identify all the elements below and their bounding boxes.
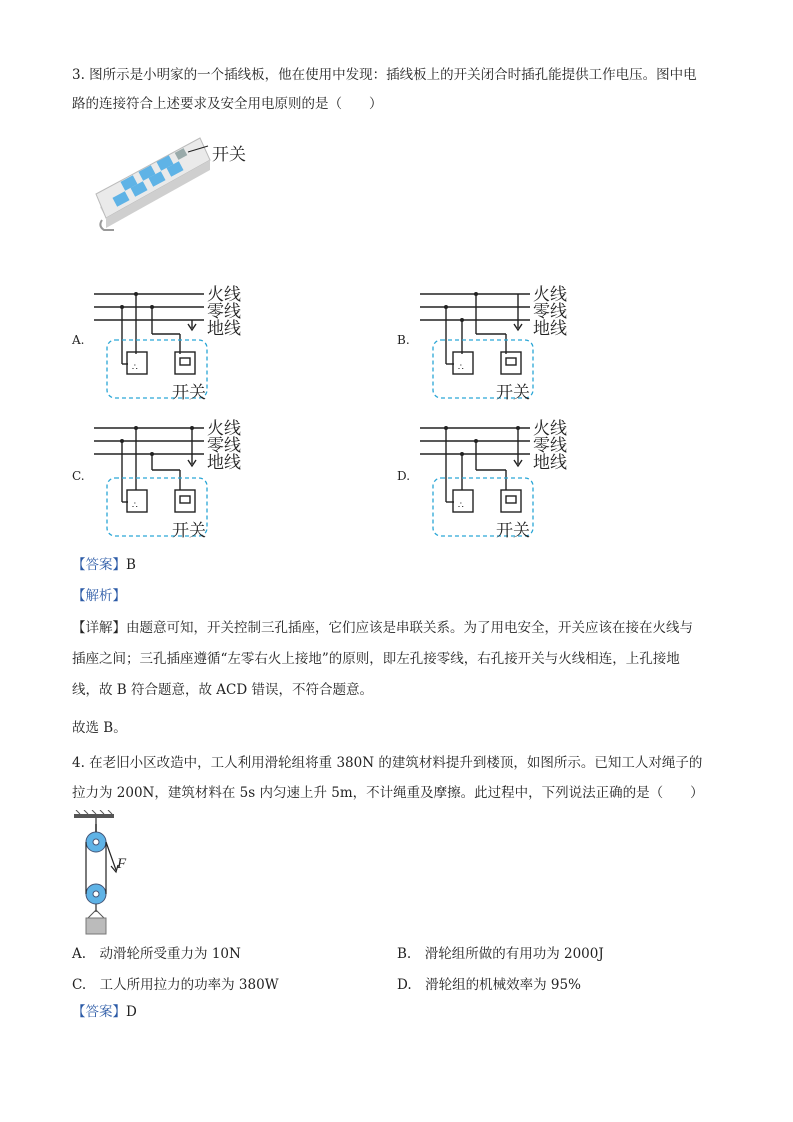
wire-label-live: 火线: [207, 285, 241, 305]
wire-label-neutral-b: 零线: [533, 302, 567, 322]
wire-label-live-b: 火线: [533, 285, 567, 305]
option-a-label: A.: [72, 333, 85, 347]
q3-stem-line1: 3. 图所示是小明家的一个插线板，他在使用中发现：插线板上的开关闭合时插孔能提供工作电压。图中电: [72, 67, 697, 83]
q4-option-d: D. 滑轮组的机械效率为 95%: [397, 977, 581, 993]
conclusion: 故选 B。: [72, 720, 127, 736]
q4-option-c: C. 工人所用拉力的功率为 380W: [72, 977, 279, 993]
wire-label-live-c: 火线: [207, 419, 241, 439]
analysis-tag: 【解析】: [72, 588, 126, 604]
answer-tag: 【答案】: [72, 557, 126, 573]
svg-text:∴: ∴: [132, 363, 138, 373]
wire-label-live-d: 火线: [533, 419, 567, 439]
force-label: F: [117, 856, 127, 872]
answer-value: B: [126, 557, 136, 573]
q4-stem-line2: 拉力为 200N，建筑材料在 5s 内匀速上升 5m，不计绳重及摩擦。此过程中，下列说法正确的是（ ）: [72, 785, 704, 801]
detail-text1: 由题意可知，开关控制三孔插座，它们应该是串联关系。为了用电安全，开关应该在接在火线与: [126, 620, 693, 636]
svg-text:∴: ∴: [132, 501, 138, 511]
detail-line1: [72, 614, 722, 643]
q4-answer-value: D: [126, 1004, 137, 1020]
wire-label-neutral-d: 零线: [533, 436, 567, 456]
detail-tag: 【详解】: [72, 620, 126, 636]
q4-answer-tag: 【答案】: [72, 1004, 126, 1020]
svg-text:∴: ∴: [458, 363, 464, 373]
switch-box-label-a: 开关: [172, 383, 206, 403]
detail-line3: 线，故 B 符合题意，故 ACD 错误，不符合题意。: [72, 682, 373, 698]
wire-label-earth-d: 地线: [533, 453, 567, 473]
option-d-label: D.: [397, 469, 411, 483]
q4-option-a: A. 动滑轮所受重力为 10N: [72, 946, 241, 962]
switch-box-label-b: 开关: [496, 383, 530, 403]
detail-line2: 插座之间；三孔插座遵循“左零右火上接地”的原则，即左孔接零线，右孔接开关与火线相连，上孔接地: [72, 651, 680, 667]
q3-stem-line2: 路的连接符合上述要求及安全用电原则的是（ ）: [72, 96, 383, 112]
switch-box-label-d: 开关: [496, 521, 530, 541]
wire-label-neutral: 零线: [207, 302, 241, 322]
q4-stem-line1: 4. 在老旧小区改造中，工人利用滑轮组将重 380N 的建筑材料提升到楼顶，如图所示。已知工人对绳子的: [72, 755, 703, 771]
pulley-figure: [72, 810, 142, 938]
svg-text:∴: ∴: [458, 501, 464, 511]
wire-label-earth-c: 地线: [207, 453, 241, 473]
wire-label-earth-b: 地线: [533, 319, 567, 339]
wire-label-earth: 地线: [207, 319, 241, 339]
q4-option-b: B. 滑轮组所做的有用功为 2000J: [397, 946, 604, 962]
switch-label: 开关: [212, 145, 246, 165]
switch-box-label-c: 开关: [172, 521, 206, 541]
option-c-label: C.: [72, 469, 85, 483]
wire-label-neutral-c: 零线: [207, 436, 241, 456]
q4-answer-row: [72, 998, 722, 1027]
q3-answer-row: [72, 551, 722, 580]
option-b-label: B.: [397, 333, 410, 347]
